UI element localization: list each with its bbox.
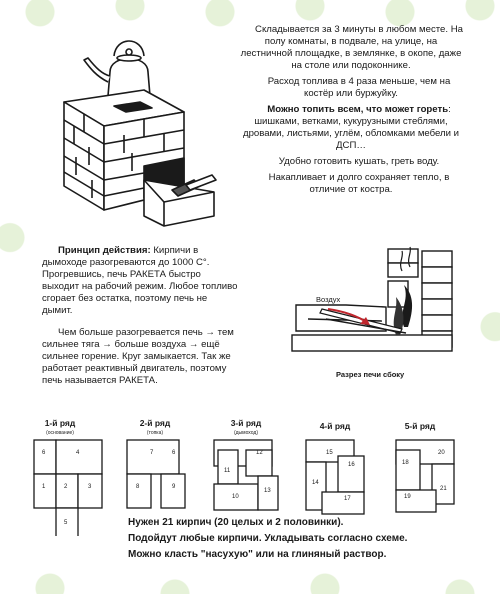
principle-paragraph bbox=[42, 245, 238, 317]
brick-number: 6 bbox=[172, 450, 176, 456]
row4-title: 4-й ряд bbox=[319, 421, 351, 431]
brick-number: 18 bbox=[402, 460, 409, 466]
principle-cycle: Чем больше разогревается печь → тем сильнее тяга → больше воздуха → ещё сильнее горение. Круг замыкается. Так же работает реактивный двигатель, поэтому печь называется РАКЕТА. bbox=[42, 327, 234, 386]
benefit-heat: Накапливает и долго сохраняет тепло, в отличие от костра. bbox=[268, 172, 450, 195]
brick-number: 5 bbox=[64, 520, 68, 526]
row2-subtitle: (топка) bbox=[146, 430, 164, 436]
note-bricks-count: Нужен 21 кирпич (20 целых и 2 половинки). bbox=[128, 517, 344, 528]
row5-scheme bbox=[396, 440, 454, 512]
principle-text bbox=[42, 245, 238, 397]
brick-number: 20 bbox=[438, 450, 445, 456]
brick-number: 4 bbox=[76, 450, 80, 456]
row1-subtitle: (основание) bbox=[46, 430, 74, 436]
row4-scheme bbox=[306, 440, 364, 514]
rocket-stove-illustration bbox=[44, 20, 234, 235]
brick-number: 16 bbox=[348, 462, 355, 468]
brick-number: 11 bbox=[224, 468, 231, 474]
benefit-any-fuel bbox=[238, 104, 464, 152]
brick-number: 19 bbox=[404, 494, 411, 500]
brick-number: 6 bbox=[42, 450, 46, 456]
benefit-fuel: Расход топлива в 4 раза меньше, чем на костёр или буржуйку. bbox=[267, 76, 451, 99]
row5-title: 5-й ряд bbox=[404, 421, 436, 431]
brick-number: 15 bbox=[326, 450, 333, 456]
row2-title: 2-й ряд bbox=[139, 418, 171, 428]
benefit-any-fuel-lead: Можно топить всем, что может гореть bbox=[267, 104, 449, 115]
benefit-anywhere: Складывается за 3 минуты в любом месте. На полу комнаты, в подвале, на улице, на лестничной площадке, в землянке, в окопе, даже на столе или подоконнике. bbox=[240, 24, 463, 71]
brick-number: 21 bbox=[440, 486, 447, 492]
note-any-bricks: Подойдут любые кирпичи. Укладывать согласно схеме. bbox=[128, 533, 408, 544]
cross-section-caption: Разрез печи сбоку bbox=[336, 370, 405, 379]
brick-number: 8 bbox=[136, 484, 140, 490]
row3-title: 3-й ряд bbox=[230, 418, 262, 428]
brick-number: 13 bbox=[264, 488, 271, 494]
row1-title: 1-й ряд bbox=[44, 418, 76, 428]
benefit-cooking: Удобно готовить кушать, греть воду. bbox=[278, 156, 440, 167]
brick-number: 2 bbox=[64, 484, 68, 490]
brick-number: 14 bbox=[312, 480, 319, 486]
brick-number: 7 bbox=[150, 450, 154, 456]
brick-number: 17 bbox=[344, 496, 351, 502]
brick-number: 12 bbox=[256, 450, 263, 456]
row3-scheme bbox=[214, 440, 278, 510]
materials-note bbox=[128, 515, 458, 563]
note-mortar: Можно класть "насухую" или на глиняный раствор. bbox=[128, 549, 387, 560]
air-label: Воздух bbox=[316, 295, 341, 304]
brick-number: 3 bbox=[88, 484, 92, 490]
benefits-text bbox=[238, 24, 464, 200]
row3-subtitle: (дымоход) bbox=[233, 430, 259, 436]
principle-body: Кирпичи в дымоходе разогреваются до 1000 С°. Прогревшись, печь РАКЕТА быстро выходит на рабочий режим. Любое топливо сгорает без остатка, поэтому печь не дымит. bbox=[42, 245, 238, 316]
row2-scheme bbox=[127, 440, 185, 508]
cross-section-diagram bbox=[286, 245, 466, 370]
brick-number: 10 bbox=[232, 494, 239, 500]
principle-title: Принцип действия: bbox=[58, 245, 151, 256]
brick-number: 9 bbox=[172, 484, 176, 490]
benefit-any-fuel-rest: : шишками, ветками, кукурузными стеблями, дровами, листьями, углём, обломками мебели и ДСП… bbox=[242, 104, 460, 151]
brick-number: 1 bbox=[42, 484, 46, 490]
